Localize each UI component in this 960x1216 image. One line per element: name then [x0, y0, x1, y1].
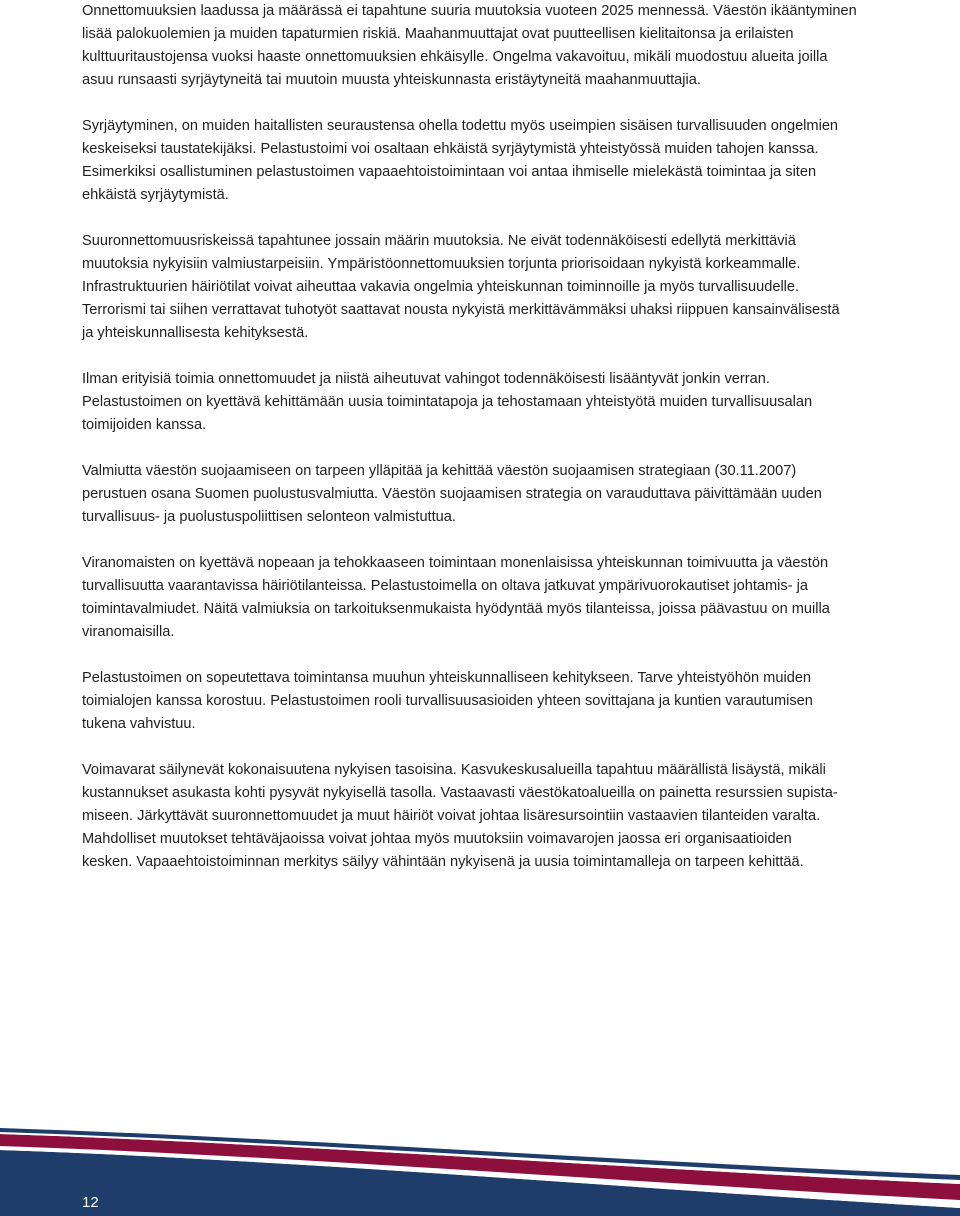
footer-wave-decoration: [0, 1120, 960, 1216]
text-line: perustuen osana Suomen puolustusvalmiutta. Väestön suojaamisen strategia on varauduttava päivittämään uuden: [82, 486, 822, 502]
text-line: ja yhteiskunnallisesta kehityksestä.: [82, 325, 309, 341]
text-line: asuu runsaasti syrjäytyneitä tai muutoin muusta yhteiskunnasta eristäytyneitä maahanmuuttajia.: [82, 72, 701, 88]
paragraph-4: [82, 368, 882, 437]
paragraph-8: [82, 759, 882, 874]
text-line: kesken. Vapaaehtoistoiminnan merkitys säilyy vähintään nykyisenä ja uusia toimintamalleja on tarpeen kehittää.: [82, 854, 804, 870]
text-line: Mahdolliset muutokset tehtäväjaoissa voivat johtaa myös muutoksiin voimavarojen jaossa eri organisaatioiden: [82, 831, 792, 847]
text-line: toimijoiden kanssa.: [82, 417, 207, 433]
text-line: lisää palokuolemien ja muiden tapaturmien riskiä. Maahanmuuttajat ovat puutteellisen kielitaitonsa ja erilaisten: [82, 26, 794, 42]
text-line: kulttuuritaustojensa vuoksi haaste onnettomuuksien ehkäisylle. Ongelma vakavoituu, mikäli muodostuu alueita joilla: [82, 49, 828, 65]
text-line: Valmiutta väestön suojaamiseen on tarpeen ylläpitää ja kehittää väestön suojaamisen strategiaan (30.11.2007): [82, 463, 797, 479]
text-line: Onnettomuuksien laadussa ja määrässä ei tapahtune suuria muutoksia vuoteen 2025 mennessä. Väestön ikääntyminen: [82, 3, 857, 19]
text-line: Pelastustoimen on kyettävä kehittämään uusia toimintatapoja ja tehostamaan yhteistyötä muiden turvallisuusalan: [82, 394, 813, 410]
paragraph-5: [82, 460, 882, 529]
text-line: Suuronnettomuusriskeissä tapahtunee jossain määrin muutoksia. Ne eivät todennäköisesti edellytä merkittäviä: [82, 233, 796, 249]
text-line: miseen. Järkyttävät suuronnettomuudet ja muut häiriöt voivat johtaa lisäresursointiin vastaavien tilanteiden varalta.: [82, 808, 821, 824]
text-line: turvallisuutta vaarantavissa häiriötilanteissa. Pelastustoimella on oltava jatkuvat ympärivuorokautiset johtamis- ja: [82, 578, 808, 594]
text-line: turvallisuus- ja puolustuspoliittisen selonteon valmistuttua.: [82, 509, 456, 525]
page-number: 12: [82, 1194, 99, 1211]
text-line: viranomaisilla.: [82, 624, 175, 640]
text-line: Viranomaisten on kyettävä nopeaan ja tehokkaaseen toimintaan monenlaisissa yhteiskunnan toimivuutta ja väestön: [82, 555, 829, 571]
paragraph-1: [82, 0, 882, 92]
text-line: tukena vahvistuu.: [82, 716, 196, 732]
text-line: Infrastruktuurien häiriötilat voivat aiheuttaa vakavia ongelmia yhteiskunnan toiminnoille ja myös turvallisuudelle.: [82, 279, 800, 295]
paragraph-7: [82, 667, 882, 736]
text-line: Pelastustoimen on sopeutettava toimintansa muuhun yhteiskunnalliseen kehitykseen. Tarve yhteistyöhön muiden: [82, 670, 812, 686]
text-line: ehkäistä syrjäytymistä.: [82, 187, 229, 203]
paragraph-3: [82, 230, 882, 345]
text-line: Terrorismi tai siihen verrattavat tuhotyöt saattavat nousta nykyistä merkittävämmäksi uhaksi riippuen kansainvälisestä: [82, 302, 840, 318]
text-line: toimintavalmiudet. Näitä valmiuksia on tarkoituksenmukaista hyödyntää myös tilanteissa, joissa päävastuu on muilla: [82, 601, 830, 617]
text-line: Esimerkiksi osallistuminen pelastustoimen vapaaehtoistoimintaan voi antaa ihmiselle mielekästä toimintaa ja siten: [82, 164, 817, 180]
text-line: toimialojen kanssa korostuu. Pelastustoimen rooli turvallisuusasioiden yhteen sovittajana ja kuntien varautumisen: [82, 693, 813, 709]
document-body: [82, 0, 882, 897]
text-line: kustannukset asukasta kohti pysyvät nykyisellä tasolla. Vastaavasti väestökatoalueilla on painetta resurssien supista-: [82, 785, 838, 801]
text-line: muutoksia nykyisiin valmiustarpeisiin. Ympäristöonnettomuuksien torjunta priorisoidaan nykyistä korkeammalle.: [82, 256, 801, 272]
text-line: keskeiseksi taustatekijäksi. Pelastustoimi voi osaltaan ehkäistä syrjäytymistä yhteistyössä muiden tahojen kanssa.: [82, 141, 819, 157]
paragraph-6: [82, 552, 882, 644]
text-line: Syrjäytyminen, on muiden haitallisten seuraustensa ohella todettu myös useimpien sisäisen turvallisuuden ongelmien: [82, 118, 839, 134]
paragraph-2: [82, 115, 882, 207]
text-line: Voimavarat säilynevät kokonaisuutena nykyisen tasoisina. Kasvukeskusalueilla tapahtuu määrällistä lisäystä, mikäli: [82, 762, 826, 778]
text-line: Ilman erityisiä toimia onnettomuudet ja niistä aiheutuvat vahingot todennäköisesti lisääntyvät jonkin verran.: [82, 371, 770, 387]
